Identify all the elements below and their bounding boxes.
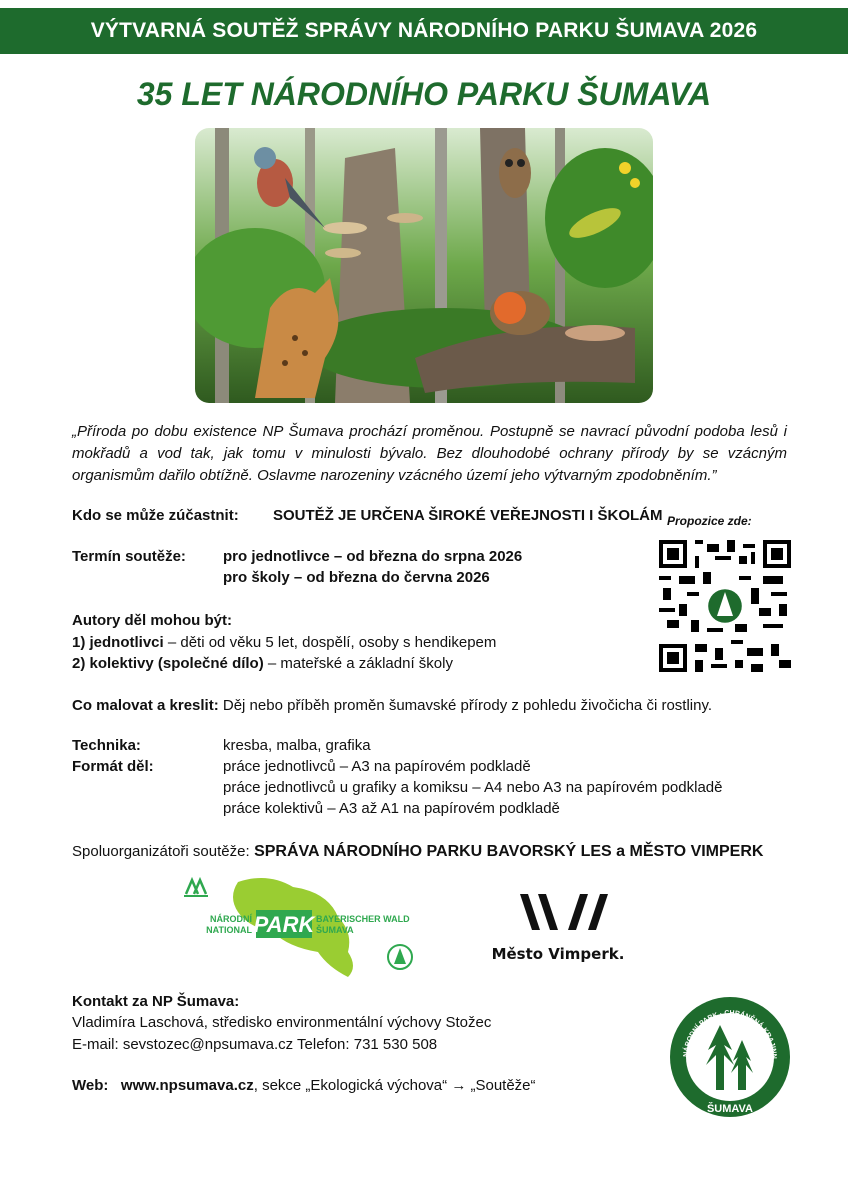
- park-logo-right-2: ŠUMAVA: [316, 925, 354, 935]
- page-title: 35 LET NÁRODNÍHO PARKU ŠUMAVA: [136, 76, 712, 112]
- format-line-2: práce jednotlivců u grafiky a komiksu – A4 nebo A3 na papírovém podkladě: [223, 779, 723, 796]
- format-line-1: práce jednotlivců – A3 na papírovém podkladě: [223, 758, 531, 775]
- park-logo-center: PARK: [253, 912, 315, 937]
- authors-heading: Autory děl mohou být:: [72, 612, 232, 629]
- seal-sumava-text: ŠUMAVA: [706, 1103, 754, 1115]
- web-line: [72, 1075, 536, 1097]
- web-link[interactable]: www.npsumava.cz: [120, 1077, 254, 1094]
- deadline-schools: pro školy – od března do června 2026: [223, 569, 490, 586]
- header-banner: VÝTVARNÁ SOUTĚŽ SPRÁVY NÁRODNÍHO PARKU ŠUMAVA 2026: [0, 8, 848, 54]
- national-park-logo: [178, 872, 423, 982]
- vimperk-logo: [488, 890, 638, 965]
- seal-ring-path: NÁRODNÍ PARK · CHRÁNĚNÁ KRAJINN: [682, 1009, 778, 1059]
- authors-item-2: [72, 653, 453, 674]
- authors-item-1: [72, 632, 496, 653]
- what-value: Děj nebo příběh proměn šumavské přírody z pohledu živočicha či rostliny.: [218, 697, 713, 714]
- format-label: Formát děl:: [72, 758, 154, 775]
- authors-item-1-text: – děti od věku 5 let, dospělí, osoby s hendikepem: [163, 634, 497, 651]
- park-logo-left-1: NÁRODNÍ: [210, 914, 252, 924]
- park-logo-left-2: NATIONAL: [206, 925, 252, 935]
- forest-illustration: [195, 128, 653, 403]
- contact-person: Vladimíra Laschová, středisko environmentální výchovy Stožec: [72, 1014, 492, 1031]
- web-section: , sekce „Ekologická výchova“ → „Soutěže“: [253, 1077, 536, 1094]
- contact-email-phone: E-mail: sevstozec@npsumava.cz Telefon: 731 530 508: [72, 1036, 438, 1053]
- vimperk-name: Město Vimperk.: [491, 945, 625, 963]
- deadline-label: Termín soutěže:: [72, 548, 186, 565]
- authors-item-1-label: 1) jednotlivci: [72, 634, 164, 651]
- coorganizers: [72, 843, 763, 861]
- what-label: Co malovat a kreslit:: [72, 697, 219, 714]
- qr-code[interactable]: [659, 540, 791, 672]
- authors-item-2-label: 2) kolektivy (společné dílo): [72, 655, 264, 672]
- who-label: Kdo se může zúčastnit:: [72, 507, 239, 524]
- who-value: SOUTĚŽ JE URČENA ŠIROKÉ VEŘEJNOSTI I ŠKOLÁM: [273, 507, 663, 524]
- format-line-3: práce kolektivů – A3 až A1 na papírovém podkladě: [223, 800, 560, 817]
- what-to-draw: [72, 695, 712, 716]
- contact-heading: Kontakt za NP Šumava:: [72, 993, 240, 1010]
- coorganizers-label: Spoluorganizátoři soutěže:: [72, 843, 250, 860]
- intro-quote: „Příroda po dobu existence NP Šumava prochází proměnou. Postupně se navrací původní podoba lesů i mokřadů a vod tak, jak tomu v minulosti bývalo. Bez dlouhodobé ochrany přírody by se vzácným organismům dařilo obtížně. Oslavme narozeniny vzácného území jeho výtvarným zpodobněním.”: [72, 423, 787, 484]
- qr-label: Propozice zde:: [667, 514, 752, 528]
- authors-item-2-text: – mateřské a základní školy: [263, 655, 453, 672]
- deadline-individuals: pro jednotlivce – od března do srpna 2026: [223, 548, 523, 565]
- sumava-seal-logo: [668, 995, 792, 1119]
- park-logo-right-1: BAYERISCHER WALD: [316, 914, 410, 924]
- coorganizers-value: SPRÁVA NÁRODNÍHO PARKU BAVORSKÝ LES a MĚSTO VIMPERK: [249, 843, 764, 860]
- web-label: Web:: [72, 1077, 109, 1094]
- technique-value: kresba, malba, grafika: [223, 737, 371, 754]
- technique-label: Technika:: [72, 737, 141, 754]
